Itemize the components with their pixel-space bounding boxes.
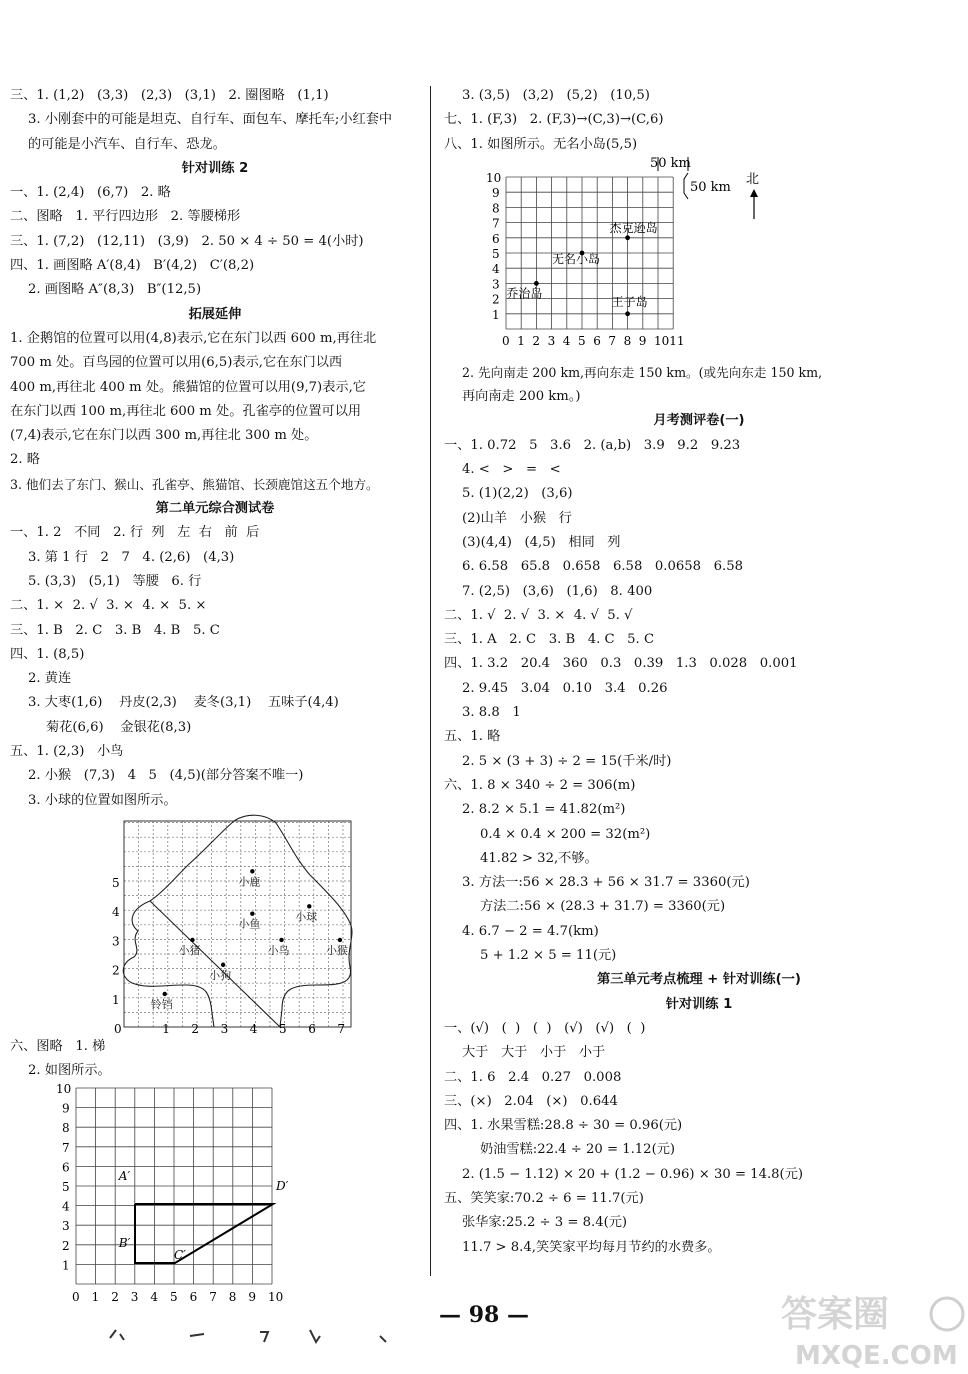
animal-point xyxy=(190,938,194,942)
line: (7,4)表示,它在东门以西 300 m,再往北 300 m 处。 xyxy=(10,428,318,444)
scan-artifact-marks xyxy=(60,1320,400,1350)
section-title: 针对训练 2 xyxy=(181,160,249,176)
y-tick-label: 2 xyxy=(62,1238,70,1253)
line: 2. 5 × (3 + 3) ÷ 2 = 15(千米/时) xyxy=(462,753,672,769)
line: 5. (3,3) (5,1) 等腰 6. 行 xyxy=(28,573,202,589)
y-tick-label: 1 xyxy=(62,1257,70,1272)
line: 八、1. 如图所示。无名小岛(5,5) xyxy=(444,136,638,152)
y-tick-label: 7 xyxy=(62,1140,70,1155)
section-title: 第三单元考点梳理 + 针对训练(一) xyxy=(597,972,801,988)
x-tick-label: 1 xyxy=(91,1289,100,1304)
line: 3. 小刚套中的可能是坦克、自行车、面包车、摩托车;小红套中 xyxy=(28,112,393,128)
y-tick-label: 10 xyxy=(486,170,502,185)
island-label: 杰克逊岛 xyxy=(609,220,658,235)
y-tick-label: 3 xyxy=(112,934,120,949)
island-grid-figure xyxy=(444,157,954,361)
x-tick-label: 8 xyxy=(228,1289,237,1304)
y-tick-label: 4 xyxy=(112,905,120,920)
line: 一、(√) ( ) ( ) (√) (√) ( ) xyxy=(444,1020,646,1036)
x-tick-label: 1 xyxy=(517,333,525,348)
line: 一、1. (2,4) (6,7) 2. 略 xyxy=(10,185,171,201)
line: 2. 8.2 × 5.1 = 41.82(m²) xyxy=(462,802,626,818)
x-tick-label: 6 xyxy=(593,333,601,348)
vertex-label: D′ xyxy=(276,1178,289,1193)
y-tick-label: 5 xyxy=(62,1179,70,1194)
y-tick-label: 1 xyxy=(112,992,120,1007)
island-grid-svg xyxy=(444,157,954,361)
line: 2. 9.45 3.04 0.10 3.4 0.26 xyxy=(462,680,668,696)
y-tick-label: 4 xyxy=(492,262,500,277)
x-tick-label: 4 xyxy=(249,1021,258,1035)
line: 在东门以西 100 m,再往北 600 m 处。孔雀亭的位置可以用 xyxy=(10,403,362,419)
y-tick-label: 9 xyxy=(62,1101,70,1116)
y-tick-label: 3 xyxy=(492,277,500,292)
right-column xyxy=(444,84,954,1260)
line: 2. 先向南走 200 km,再向东走 150 km。(或先向东走 150 km, xyxy=(462,364,823,380)
line: 四、1. (8,5) xyxy=(10,646,85,662)
x-tick-label: 9 xyxy=(638,333,647,348)
x-tick-label: 4 xyxy=(150,1289,159,1304)
line: 七、1. (F,3) 2. (F,3)→(C,3)→(C,6) xyxy=(444,112,664,128)
line: 六、图略 1. 梯 xyxy=(10,1038,106,1054)
x-tick-label: 5 xyxy=(170,1289,178,1304)
line: 2. 小猴 (7,3) 4 5 (4,5)(部分答案不唯一) xyxy=(28,768,304,784)
animal-point xyxy=(279,938,283,942)
line: 三、1. (7,2) (12,11) (3,9) 2. 50 × 4 ÷ 50 = 4(小时) xyxy=(10,233,364,249)
line: (2)山羊 小猴 行 xyxy=(462,510,572,526)
vertex-label: C′ xyxy=(174,1247,186,1262)
scale-horizontal-label: 50 km xyxy=(650,156,691,171)
animal-point xyxy=(163,992,167,996)
x-tick-label: 7 xyxy=(337,1021,346,1035)
x-tick-label: 0 xyxy=(72,1289,80,1304)
scale-vertical-label: 50 km xyxy=(690,179,731,195)
island-label: 乔治岛 xyxy=(506,286,543,301)
y-tick-label: 8 xyxy=(62,1120,70,1135)
line: 5. (1)(2,2) (3,6) xyxy=(462,486,573,502)
x-tick-label: 9 xyxy=(248,1289,257,1304)
y-tick-label: 1 xyxy=(492,307,500,322)
line: 2. (1.5 − 1.12) × 20 + (1.2 − 0.96) × 30 = 14.8(元) xyxy=(462,1166,804,1182)
vertex-label: A′ xyxy=(118,1168,131,1183)
line: 400 m,再往北 400 m 处。熊猫馆的位置可以用(9,7)表示,它 xyxy=(10,379,366,395)
line: 0.4 × 0.4 × 200 = 32(m²) xyxy=(480,826,651,842)
animal-grid-figure xyxy=(10,813,420,1035)
svg-text:MXQE.COM: MXQE.COM xyxy=(795,1341,958,1370)
animal-point xyxy=(307,904,311,908)
animal-label: 小猪 xyxy=(178,943,201,957)
island-label: 王子岛 xyxy=(611,294,648,309)
line: 11.7 > 8.4,笑笑家平均每月节约的水费多。 xyxy=(462,1239,721,1255)
line: 3. 第 1 行 2 7 4. (2,6) (4,3) xyxy=(28,549,235,565)
island-point xyxy=(534,281,539,286)
line: 2. 画图略 A″(8,3) B″(12,5) xyxy=(28,282,202,298)
line: 五、笑笑家:70.2 ÷ 6 = 11.7(元) xyxy=(444,1190,644,1206)
y-tick-label: 3 xyxy=(62,1218,70,1233)
y-tick-label: 2 xyxy=(492,292,500,307)
x-tick-label: 6 xyxy=(308,1021,316,1035)
y-tick-label: 6 xyxy=(492,231,500,246)
y-tick-label: 5 xyxy=(492,246,500,261)
watermark-logo xyxy=(775,1290,965,1370)
y-tick-label: 9 xyxy=(492,186,500,201)
line: 7. (2,5) (3,6) (1,6) 8. 400 xyxy=(462,583,653,599)
line: 4. < > = < xyxy=(462,462,561,478)
x-tick-label: 7 xyxy=(209,1289,217,1304)
line: 3. 他们去了东门、猴山、孔雀亭、熊猫馆、长颈鹿馆这五个地方。 xyxy=(10,476,379,492)
x-tick-label: 3 xyxy=(547,333,556,348)
line: 一、1. 0.72 5 3.6 2. (a,b) 3.9 9.2 9.23 xyxy=(444,437,741,453)
x-tick-label: 10 xyxy=(268,1289,284,1304)
animal-label: 铃铛 xyxy=(150,997,173,1011)
animal-point xyxy=(250,911,254,915)
animal-label: 小鸟 xyxy=(267,943,290,957)
vertex-label: B′ xyxy=(118,1235,131,1250)
line: 一、1. 2 不同 2. 行 列 左 右 前 后 xyxy=(10,525,260,541)
x-tick-label: 11 xyxy=(669,333,685,348)
line: 41.82 > 32,不够。 xyxy=(480,850,598,866)
north-arrowhead-icon xyxy=(750,189,758,197)
x-tick-label: 8 xyxy=(623,333,632,348)
line: 二、1. √ 2. √ 3. × 4. √ 5. √ xyxy=(444,607,633,623)
x-tick-label: 5 xyxy=(279,1021,287,1035)
line: 2. 黄连 xyxy=(28,671,72,687)
x-tick-label: 10 xyxy=(654,333,670,348)
x-tick-label: 0 xyxy=(502,333,510,348)
line: 2. 如图所示。 xyxy=(28,1063,111,1079)
line: 3. 方法一:56 × 28.3 + 56 × 31.7 = 3360(元) xyxy=(462,875,750,891)
section-title: 月考测评卷(一) xyxy=(653,413,745,429)
line: 方法二:56 × (28.3 + 31.7) = 3360(元) xyxy=(480,899,726,915)
y-tick-label: 6 xyxy=(62,1159,70,1174)
line: 1. 企鹅馆的位置可以用(4,8)表示,它在东门以西 600 m,再往北 xyxy=(10,330,377,346)
x-tick-label: 0 xyxy=(114,1021,122,1035)
line: 3. 大枣(1,6) 丹皮(2,3) 麦冬(3,1) 五味子(4,4) xyxy=(28,695,339,711)
animal-point xyxy=(338,938,342,942)
line: 三、1. (1,2) (3,3) (2,3) (3,1) 2. 圈图略 (1,1) xyxy=(10,88,329,103)
line: 大于 大于 小于 小于 xyxy=(462,1045,606,1061)
x-tick-label: 1 xyxy=(162,1021,170,1035)
animal-point xyxy=(221,962,225,966)
y-tick-label: 2 xyxy=(112,963,120,978)
section-title: 针对训练 1 xyxy=(665,996,733,1012)
y-tick-label: 4 xyxy=(62,1199,70,1214)
x-tick-label: 5 xyxy=(578,333,586,348)
line: 5 + 1.2 × 5 = 11(元) xyxy=(480,948,617,964)
animal-label: 小鹿 xyxy=(238,875,261,889)
line: 二、1. 6 2.4 0.27 0.008 xyxy=(444,1069,622,1085)
line: 四、1. 水果雪糕:28.8 ÷ 30 = 0.96(元) xyxy=(444,1118,683,1134)
line: 3. 8.8 1 xyxy=(462,705,521,721)
y-tick-label: 8 xyxy=(492,201,500,216)
page-number: — 98 — xyxy=(439,1302,529,1328)
island-label: 无名小岛 xyxy=(552,251,601,266)
y-tick-label: 10 xyxy=(56,1083,72,1096)
animal-point xyxy=(250,869,254,873)
line: 3. (3,5) (3,2) (5,2) (10,5) xyxy=(462,88,650,103)
animal-label: 小猴 xyxy=(325,943,348,957)
column-divider xyxy=(430,86,431,1276)
animal-grid-svg xyxy=(10,813,420,1035)
line: 700 m 处。百鸟园的位置可以用(6,5)表示,它在东门以西 xyxy=(10,355,343,371)
left-column xyxy=(10,84,420,1314)
north-label: 北 xyxy=(746,171,760,187)
y-tick-label: 5 xyxy=(112,875,120,890)
line: 菊花(6,6) 金银花(8,3) xyxy=(46,719,192,735)
x-tick-label: 7 xyxy=(608,333,617,348)
section-title: 第二单元综合测试卷 xyxy=(155,501,275,517)
x-tick-label: 2 xyxy=(111,1289,119,1304)
line: 6. 6.58 65.8 0.658 6.58 0.0658 6.58 xyxy=(462,559,744,575)
line: 四、1. 3.2 20.4 360 0.3 0.39 1.3 0.028 0.001 xyxy=(444,656,798,672)
svg-text:答案圈: 答案圈 xyxy=(781,1294,890,1335)
line: 3. 小球的位置如图所示。 xyxy=(28,792,177,808)
section-title: 拓展延伸 xyxy=(188,306,242,322)
line: 二、1. × 2. √ 3. × 4. × 5. × xyxy=(10,598,207,614)
line: 二、图略 1. 平行四边形 2. 等腰梯形 xyxy=(10,209,241,225)
animal-label: 小鱼 xyxy=(238,917,261,931)
x-tick-label: 2 xyxy=(191,1021,200,1035)
x-tick-label: 4 xyxy=(562,333,571,348)
line: 五、1. (2,3) 小鸟 xyxy=(10,744,124,760)
animal-label: 小球 xyxy=(295,910,318,924)
line: 的可能是小汽车、自行车、恐龙。 xyxy=(28,136,226,152)
trapezoid-grid-figure xyxy=(10,1084,420,1314)
line: 奶油雪糕:22.4 ÷ 20 = 1.12(元) xyxy=(480,1142,676,1158)
y-tick-label: 7 xyxy=(492,216,500,231)
x-tick-label: 6 xyxy=(189,1289,198,1304)
line: 三、1. B 2. C 3. B 4. B 5. C xyxy=(10,622,220,638)
x-tick-label: 3 xyxy=(220,1021,229,1035)
line: 2. 略 xyxy=(10,452,40,468)
line: 四、1. 画图略 A′(8,4) B′(4,2) C′(8,2) xyxy=(10,258,255,274)
line: 六、1. 8 × 340 ÷ 2 = 306(m) xyxy=(444,777,636,793)
x-tick-label: 3 xyxy=(130,1289,139,1304)
line: 再向南走 200 km。) xyxy=(462,389,581,405)
island-point xyxy=(625,235,630,240)
line: 五、1. 略 xyxy=(444,729,501,745)
trapezoid-grid-svg xyxy=(10,1084,420,1314)
line: (3)(4,4) (4,5) 相同 列 xyxy=(462,534,621,550)
line: 4. 6.7 − 2 = 4.7(km) xyxy=(462,923,599,939)
island-point xyxy=(625,311,630,316)
line: 张华家:25.2 ÷ 3 = 8.4(元) xyxy=(462,1215,628,1231)
line: 三、1. A 2. C 3. B 4. C 5. C xyxy=(444,632,655,648)
x-tick-label: 2 xyxy=(532,333,541,348)
line: 三、(×) 2.04 (×) 0.644 xyxy=(444,1093,618,1109)
animal-label: 小狗 xyxy=(209,968,232,982)
